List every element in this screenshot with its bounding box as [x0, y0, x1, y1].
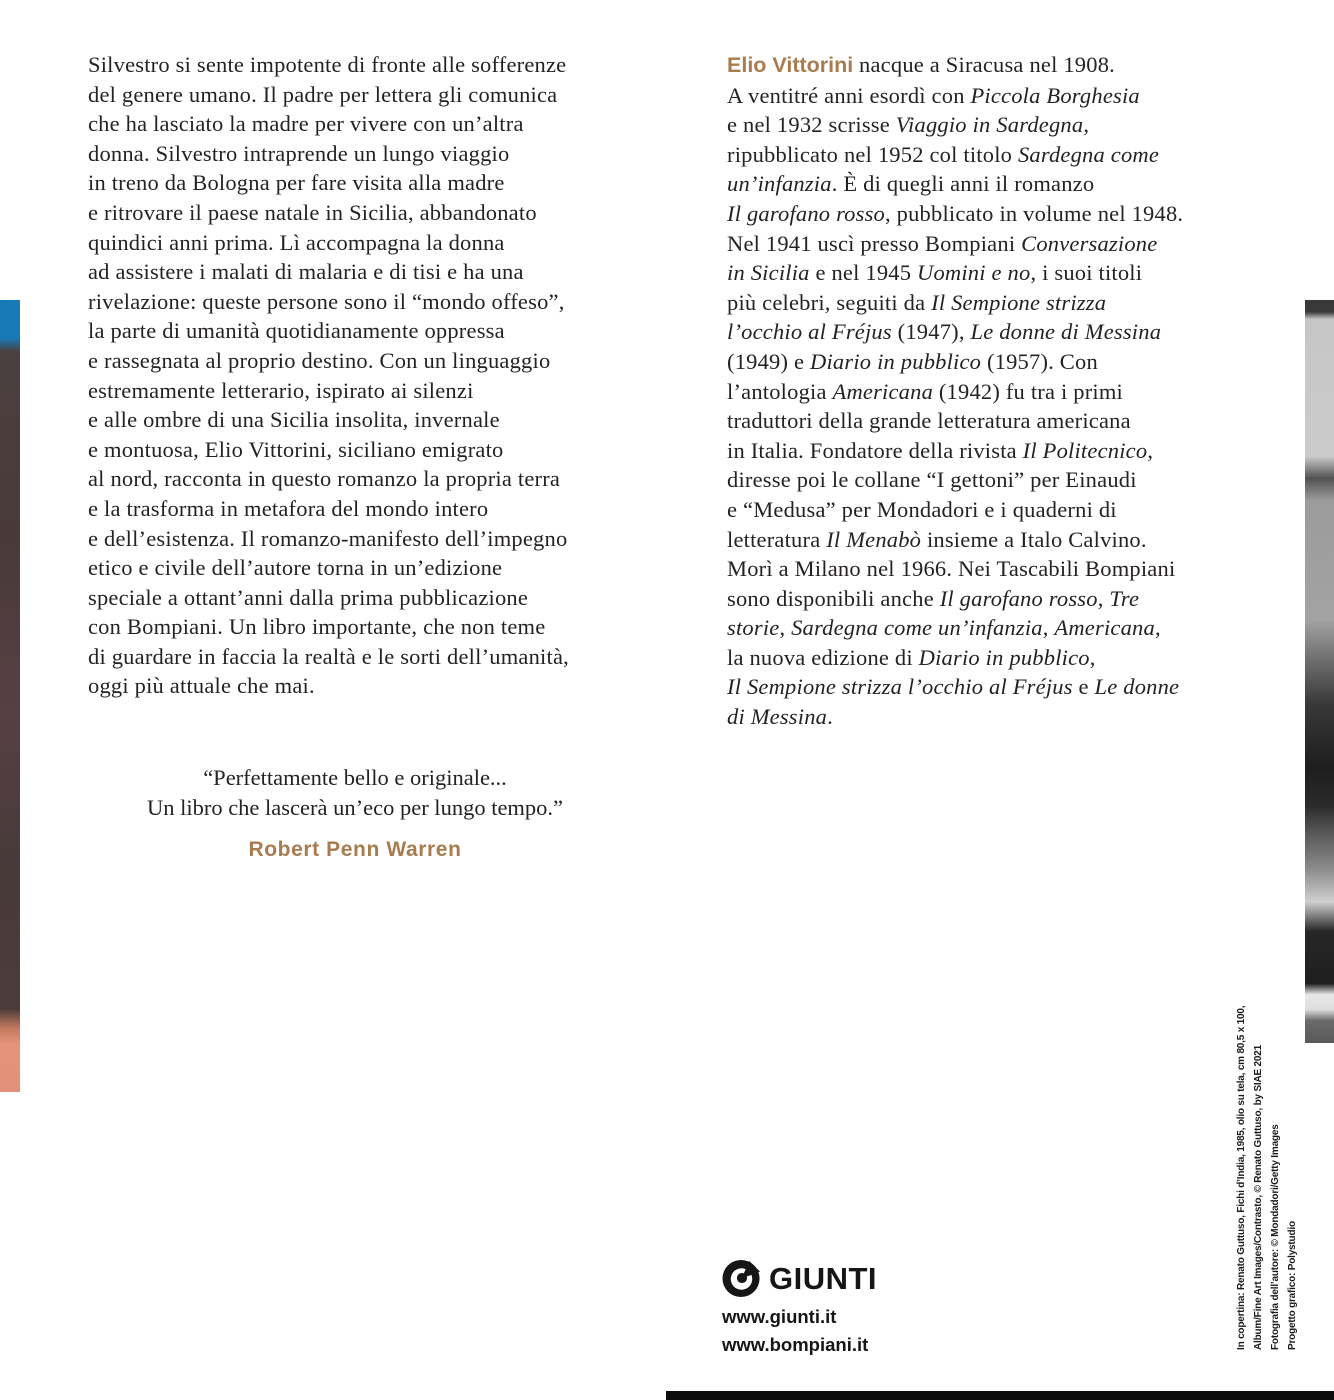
- text-line: Morì a Milano nel 1966. Nei Tascabili Bompiani: [727, 556, 1176, 582]
- text-line: e montuosa, Elio Vittorini, siciliano emigrato: [88, 436, 504, 462]
- text-line: un’infanzia. È di quegli anni il romanzo: [727, 171, 1095, 197]
- text-line: Progetto grafico: Polystudio: [1287, 1221, 1298, 1350]
- text-line: più celebri, seguiti da Il Sempione strizza: [727, 289, 1107, 315]
- publisher-urls: [722, 1303, 868, 1358]
- text-line: e ritrovare il paese natale in Sicilia, abbandonato: [88, 199, 537, 225]
- text-line: Fotografia dell’autore: © Mondadori/Getty Images: [1270, 1124, 1281, 1350]
- text-line: diresse poi le collane “I gettoni” per Einaudi: [727, 467, 1137, 493]
- review-quote-line: Un libro che lascerà un’eco per lungo tempo.”: [146, 794, 564, 820]
- cover-art-edge-strip: [0, 300, 20, 1092]
- synopsis-column: [88, 50, 663, 701]
- photo-credits-text: [1233, 972, 1305, 1350]
- publisher-logo-row: [722, 1259, 877, 1298]
- text-line: Il garofano rosso, pubblicato in volume nel 1948.: [727, 200, 1184, 226]
- text-line: in treno da Bologna per fare visita alla madre: [88, 170, 505, 196]
- giunti-logo-icon: [722, 1259, 761, 1298]
- text-line: sono disponibili anche Il garofano rosso, Tre: [727, 585, 1140, 611]
- text-line: donna. Silvestro intraprende un lungo viaggio: [88, 140, 510, 166]
- text-line: A ventitré anni esordì con Piccola Borghesia: [727, 82, 1140, 108]
- text-line: speciale a ottant’anni dalla prima pubblicazione: [88, 584, 529, 610]
- author-bio-column: [727, 50, 1247, 732]
- cover-edge-bar: [666, 1391, 1334, 1400]
- publisher-url-bompiani: www.bompiani.it: [722, 1333, 869, 1355]
- text-line: (1949) e Diario in pubblico (1957). Con: [727, 348, 1098, 374]
- text-line: la nuova edizione di Diario in pubblico,: [727, 644, 1096, 670]
- review-quote-line: “Perfettamente bello e originale...: [203, 765, 507, 790]
- text-line: In copertina: Renato Guttuso, Fichi d’India, 1985, olio su tela, cm 80,5 x 100,: [1236, 1005, 1247, 1350]
- text-line: Il Sempione strizza l’occhio al Fréjus e Le donne: [727, 674, 1180, 700]
- publisher-name: GIUNTI: [769, 1260, 878, 1296]
- text-line: l’occhio al Fréjus (1947), Le donne di Messina: [727, 319, 1162, 345]
- text-line: del genere umano. Il padre per lettera gli comunica: [88, 81, 558, 107]
- text-line: letteratura Il Menabò insieme a Italo Calvino.: [727, 526, 1147, 552]
- text-line: di guardare in faccia la realtà e le sorti dell’umanità,: [88, 643, 569, 669]
- text-line: Silvestro si sente impotente di fronte alle sofferenze: [88, 52, 567, 77]
- text-line: e alle ombre di una Sicilia insolita, invernale: [88, 407, 500, 433]
- text-line: traduttori della grande letteratura americana: [727, 408, 1131, 434]
- review-quote-attribution: Robert Penn Warren: [248, 838, 462, 862]
- text-line: ripubblicato nel 1952 col titolo Sardegna come: [727, 141, 1160, 167]
- text-line: Album/Fine Art Images/Contrasto, © Renato Guttuso, by SIAE 2021: [1253, 1044, 1264, 1350]
- text-line: Nel 1941 uscì presso Bompiani Conversazione: [727, 230, 1158, 256]
- photo-credits-rotated: [1233, 972, 1305, 1350]
- text-line: e nel 1932 scrisse Viaggio in Sardegna,: [727, 112, 1090, 138]
- text-line: e la trasforma in metafora del mondo intero: [88, 495, 489, 521]
- publisher-url-giunti: www.giunti.it: [722, 1306, 837, 1327]
- text-line: estremamente letterario, ispirato ai silenzi: [88, 377, 474, 403]
- text-line: e “Medusa” per Mondadori e i quaderni di: [727, 496, 1117, 522]
- text-line: in Sicilia e nel 1945 Uomini e no, i suoi titoli: [727, 260, 1143, 286]
- text-line: oggi più attuale che mai.: [88, 673, 315, 699]
- text-line: in Italia. Fondatore della rivista Il Politecnico,: [727, 437, 1154, 463]
- text-line: e rassegnata al proprio destino. Con un linguaggio: [88, 347, 551, 373]
- review-quote: [60, 763, 650, 865]
- text-line: al nord, racconta in questo romanzo la propria terra: [88, 466, 561, 492]
- text-line: l’antologia Americana (1942) fu tra i primi: [727, 378, 1124, 404]
- text-line: con Bompiani. Un libro importante, che non teme: [88, 614, 546, 640]
- text-line: Elio Vittorini nacque a Siracusa nel 1908.: [727, 52, 1115, 77]
- author-photo-edge-strip: [1305, 300, 1334, 1043]
- text-line: di Messina.: [727, 704, 833, 730]
- text-line: che ha lasciato la madre per vivere con un’altra: [88, 111, 524, 137]
- text-line: ad assistere i malati di malaria e di tisi e ha una: [88, 259, 524, 285]
- text-line: storie, Sardegna come un’infanzia, Americana,: [727, 615, 1161, 641]
- text-line: la parte di umanità quotidianamente oppressa: [88, 318, 505, 344]
- text-line: etico e civile dell’autore torna in un’edizione: [88, 555, 503, 581]
- text-line: rivelazione: queste persone sono il “mondo offeso”,: [88, 288, 565, 314]
- text-line: e dell’esistenza. Il romanzo-manifesto dell’impegno: [88, 525, 568, 551]
- text-line: quindici anni prima. Lì accompagna la donna: [88, 229, 505, 255]
